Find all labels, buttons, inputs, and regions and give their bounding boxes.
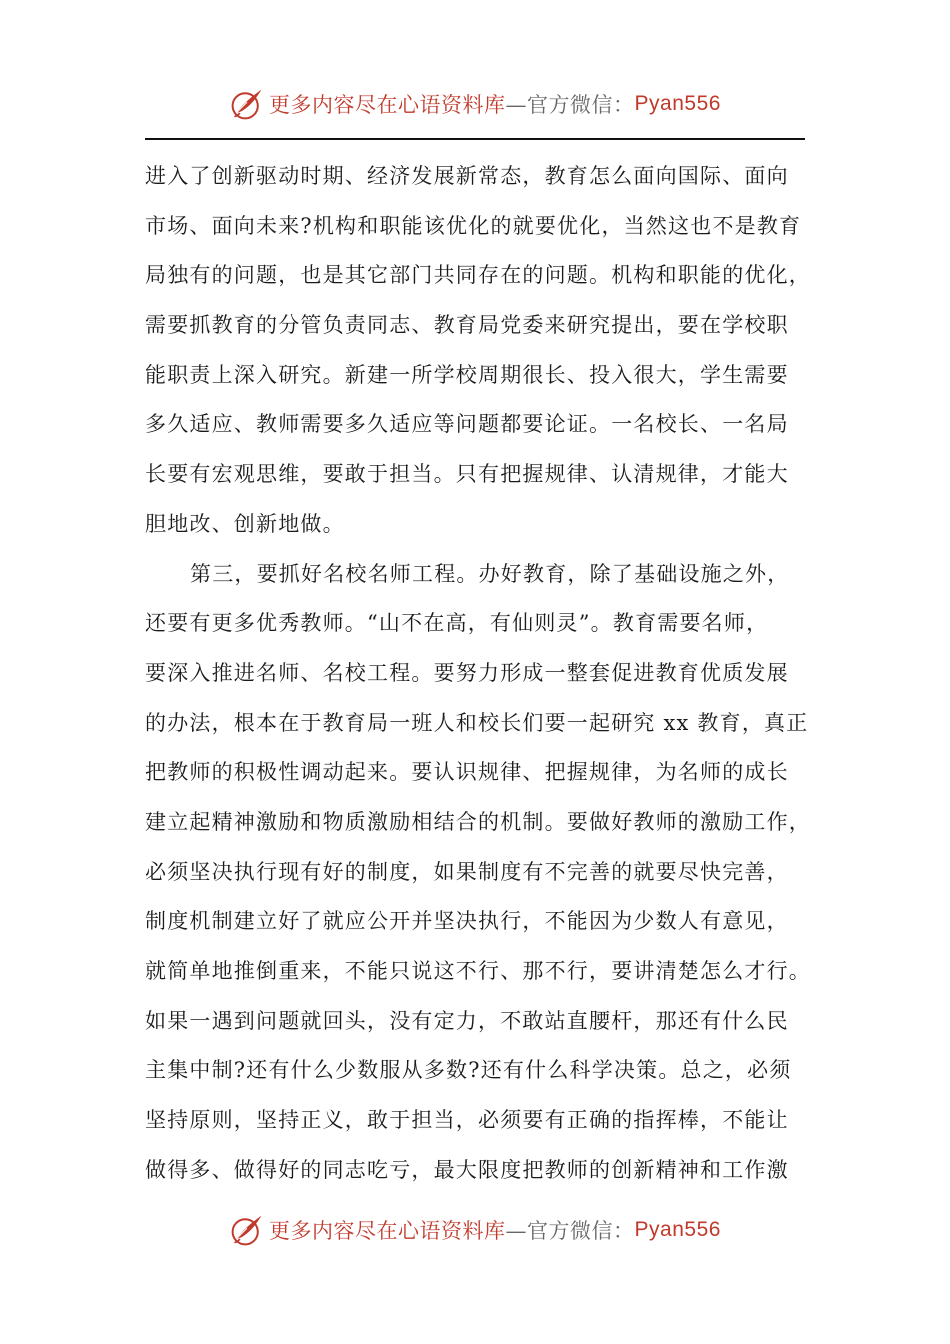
quill-pen-circle-icon bbox=[229, 1212, 265, 1248]
text-line: 制度机制建立好了就应公开并坚决执行，不能因为少数人有意见， bbox=[145, 909, 789, 934]
footer-wechat-id: Pyan556 bbox=[634, 1218, 721, 1241]
paragraph-start-line: 第三，要抓好名校名师工程。办好教育，除了基础设施之外， bbox=[190, 561, 790, 586]
footer-brand: 更多内容尽在心语资料库 bbox=[269, 1219, 506, 1243]
text-line: 坚持原则，坚持正义，敢于担当，必须要有正确的指挥棒，不能让 bbox=[145, 1108, 789, 1133]
footer-banner bbox=[0, 1206, 950, 1254]
text-line: 做得多、做得好的同志吃亏，最大限度把教师的创新精神和工作激 bbox=[145, 1157, 789, 1182]
text-line: 进入了创新驱动时期、经济发展新常态，教育怎么面向国际、面向 bbox=[145, 164, 789, 188]
text-line: 多久适应、教师需要多久适应等问题都要论证。一名校长、一名局 bbox=[145, 412, 789, 437]
text-line: 长要有宏观思维，要敢于担当。只有把握规律、认清规律，才能大 bbox=[145, 462, 789, 487]
header-separator: —官方微信： bbox=[505, 93, 635, 117]
body-text bbox=[145, 152, 820, 1195]
text-line: 能职责上深入研究。新建一所学校周期很长、投入很大，学生需要 bbox=[145, 362, 789, 387]
header-divider bbox=[145, 138, 805, 140]
header-brand: 更多内容尽在心语资料库 bbox=[269, 93, 506, 117]
text-line: 要深入推进名师、名校工程。要努力形成一整套促进教育优质发展 bbox=[145, 660, 789, 685]
text-line: 还要有更多优秀教师。“山不在高，有仙则灵”。教育需要名师， bbox=[145, 611, 769, 636]
text-line: 必须坚决执行现有好的制度，如果制度有不完善的就要尽快完善， bbox=[145, 859, 789, 884]
text-line: 把教师的积极性调动起来。要认识规律、把握规律，为名师的成长 bbox=[145, 760, 789, 785]
text-line: 就简单地推倒重来，不能只说这不行、那不行，要讲清楚怎么才行。 bbox=[145, 959, 811, 983]
quill-pen-circle-icon bbox=[229, 86, 265, 122]
header-banner bbox=[0, 80, 950, 128]
text-line: 局独有的问题，也是其它部门共同存在的问题。机构和职能的优化， bbox=[145, 263, 811, 288]
text-line: 胆地改、创新地做。 bbox=[145, 511, 345, 536]
text-line: 主集中制?还有什么少数服从多数?还有什么科学决策。总之，必须 bbox=[145, 1058, 792, 1083]
footer-separator: —官方微信： bbox=[505, 1219, 635, 1243]
text-line: 市场、面向未来?机构和职能该优化的就要优化，当然这也不是教育 bbox=[145, 213, 802, 238]
text-line: 建立起精神激励和物质激励相结合的机制。要做好教师的激励工作， bbox=[145, 809, 811, 834]
header-wechat-id: Pyan556 bbox=[634, 92, 721, 115]
text-line: 如果一遇到问题就回头，没有定力，不敢站直腰杆，那还有什么民 bbox=[145, 1008, 789, 1033]
text-line: 需要抓教育的分管负责同志、教育局党委来研究提出，要在学校职 bbox=[145, 313, 789, 338]
text-line: 的办法，根本在于教育局一班人和校长们要一起研究 xx 教育，真正 bbox=[145, 710, 809, 735]
